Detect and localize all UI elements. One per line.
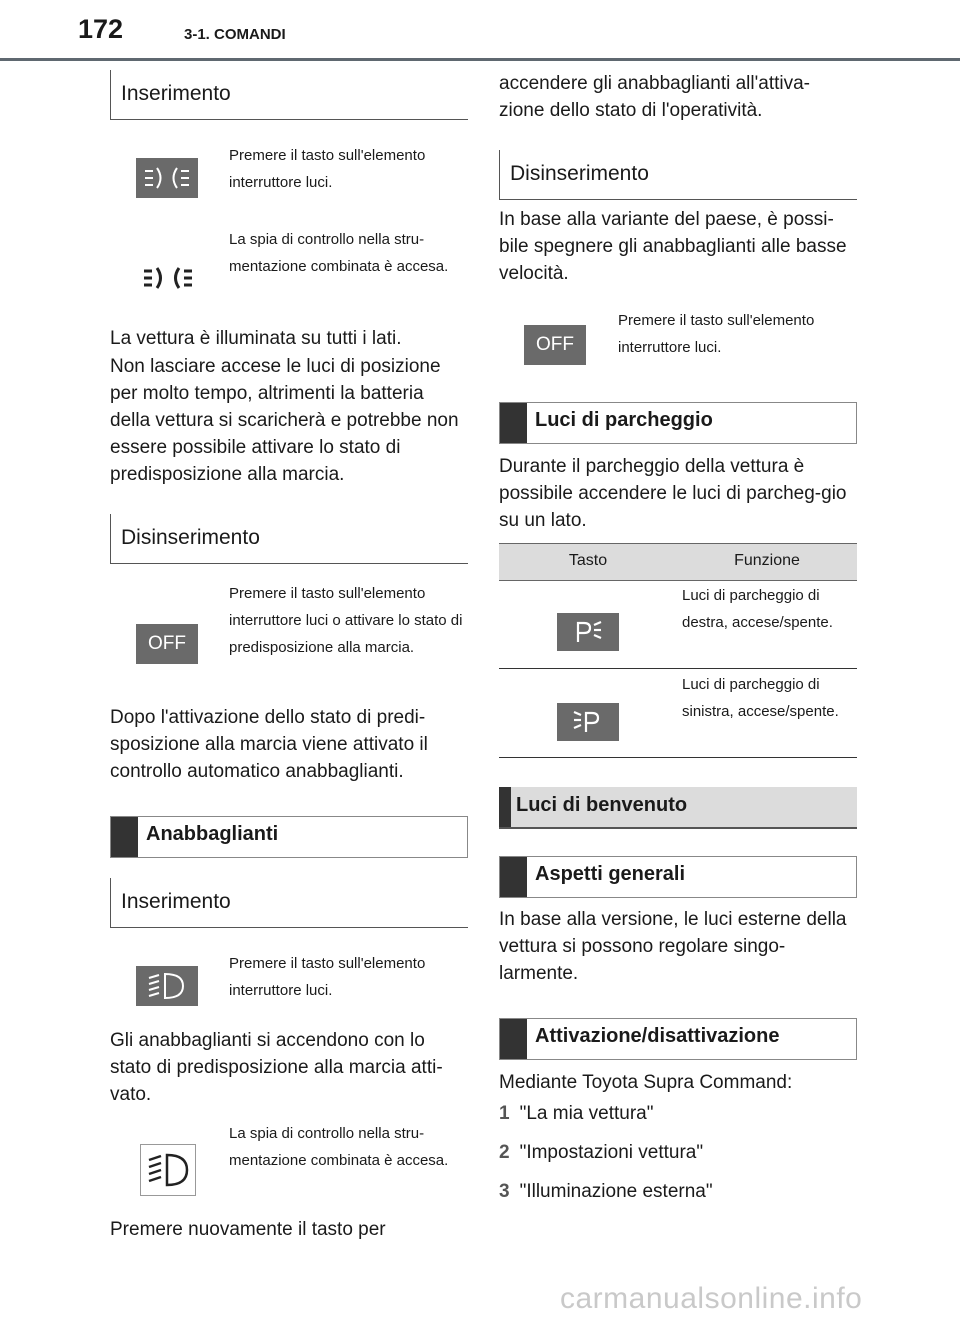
section-title: Luci di benvenuto bbox=[516, 794, 688, 816]
subheading-disinserimento bbox=[110, 514, 468, 564]
ins2-text1: Premere il tasto sull'elemento interruttore luci. bbox=[229, 955, 426, 999]
subheading-text: Inserimento bbox=[121, 82, 231, 105]
header-rule bbox=[0, 58, 960, 61]
step-text: "Impostazioni vettura" bbox=[519, 1142, 704, 1163]
list-item bbox=[499, 1100, 653, 1127]
parking-lights-button-icon bbox=[136, 158, 198, 198]
section-title: Attivazione/disattivazione bbox=[535, 1025, 780, 1047]
off-button-icon-right bbox=[524, 325, 586, 365]
step-text: "Illuminazione esterna" bbox=[519, 1181, 713, 1202]
section-bar bbox=[500, 1019, 527, 1059]
subheading-text: Inserimento bbox=[121, 890, 231, 913]
subheading-inserimento-2 bbox=[110, 878, 468, 928]
step-number: 2 bbox=[499, 1142, 510, 1163]
watermark: carmanualsonline.info bbox=[560, 1282, 863, 1315]
subheading-inserimento bbox=[110, 70, 468, 120]
column-header-tasto: Tasto bbox=[568, 552, 608, 569]
parking-left-icon bbox=[557, 703, 619, 741]
parking-right-icon bbox=[557, 613, 619, 651]
low-beam-indicator-icon bbox=[140, 1144, 196, 1196]
dis-text: Premere il tasto sull'elemento interruttore luci o attivare lo stato di predisposizione alla marcia. bbox=[229, 585, 463, 656]
section-title: Anabbaglianti bbox=[146, 823, 279, 845]
ins2-text2: La spia di controllo nella stru-mentazione combinata è accesa. bbox=[229, 1125, 449, 1169]
section-bar bbox=[111, 817, 138, 857]
section-luci-benvenuto bbox=[499, 787, 857, 829]
list-item bbox=[499, 1178, 713, 1205]
step-number: 3 bbox=[499, 1181, 510, 1202]
table-header bbox=[499, 543, 857, 581]
column-header-funzione: Funzione bbox=[734, 552, 800, 569]
parking-lights-indicator-icon bbox=[140, 262, 196, 294]
paragraph-variante-paese: In base alla variante del paese, è possi-bile spegnere gli anabbaglianti alle basse velocità. bbox=[499, 209, 847, 284]
off-text-right: Premere il tasto sull'elemento interruttore luci. bbox=[618, 312, 815, 356]
off-label: OFF bbox=[536, 334, 574, 355]
table-row-2-funzione: Luci di parcheggio di sinistra, accese/spente. bbox=[682, 676, 839, 720]
paragraph-parcheggio: Durante il parcheggio della vettura è possibile accendere le luci di parcheg-gio su un lato. bbox=[499, 456, 847, 531]
low-beam-button-icon bbox=[136, 966, 198, 1006]
section-attivazione bbox=[499, 1018, 857, 1060]
table-bottom-rule bbox=[499, 757, 857, 758]
list-item bbox=[499, 1139, 703, 1166]
table-row-divider bbox=[499, 668, 857, 669]
section-bar bbox=[499, 787, 511, 827]
step-number: 1 bbox=[499, 1103, 510, 1124]
subheading-text: Disinserimento bbox=[121, 526, 260, 549]
section-anabbaglianti bbox=[110, 816, 468, 858]
paragraph-auto-control: Dopo l'attivazione dello stato di predi-sposizione alla marcia viene attivato il controllo automatico anabbaglianti. bbox=[110, 707, 428, 782]
table-row-1-funzione: Luci di parcheggio di destra, accese/spente. bbox=[682, 587, 833, 631]
chapter-title: 3-1. COMANDI bbox=[184, 26, 286, 43]
off-label: OFF bbox=[148, 633, 186, 654]
step-text: "La mia vettura" bbox=[519, 1103, 654, 1124]
paragraph-versione: In base alla versione, le luci esterne della vettura si possono regolare singo-larmente. bbox=[499, 909, 847, 984]
subheading-disinserimento-right bbox=[499, 150, 857, 200]
page-number: 172 bbox=[78, 14, 124, 44]
ins1-text1: Premere il tasto sull'elemento interruttore luci. bbox=[229, 147, 426, 191]
paragraph-anabbaglianti-on: Gli anabbaglianti si accendono con lo stato di predisposizione alla marcia atti-vato. bbox=[110, 1030, 443, 1105]
paragraph-continued: accendere gli anabbaglianti all'attiva-zione dello stato di l'operatività. bbox=[499, 73, 810, 121]
ins1-text2: La spia di controllo nella stru-mentazione combinata è accesa. bbox=[229, 231, 449, 275]
paragraph-command: Mediante Toyota Supra Command: bbox=[499, 1072, 793, 1093]
section-title: Luci di parcheggio bbox=[535, 409, 713, 431]
section-aspetti-generali bbox=[499, 856, 857, 898]
paragraph-illuminata: La vettura è illuminata su tutti i lati. bbox=[110, 328, 402, 349]
section-luci-parcheggio bbox=[499, 402, 857, 444]
off-button-icon bbox=[136, 624, 198, 664]
section-bar bbox=[500, 403, 527, 443]
paragraph-premere-nuovamente: Premere nuovamente il tasto per bbox=[110, 1219, 386, 1240]
section-bar bbox=[500, 857, 527, 897]
section-title: Aspetti generali bbox=[535, 863, 686, 885]
subheading-text: Disinserimento bbox=[510, 162, 649, 185]
paragraph-warning-battery: Non lasciare accese le luci di posizione per molto tempo, altrimenti la batteria della vettura si scaricherà e potrebbe non essere possibile attivare lo stato di predisposizione alla marcia. bbox=[110, 356, 459, 485]
